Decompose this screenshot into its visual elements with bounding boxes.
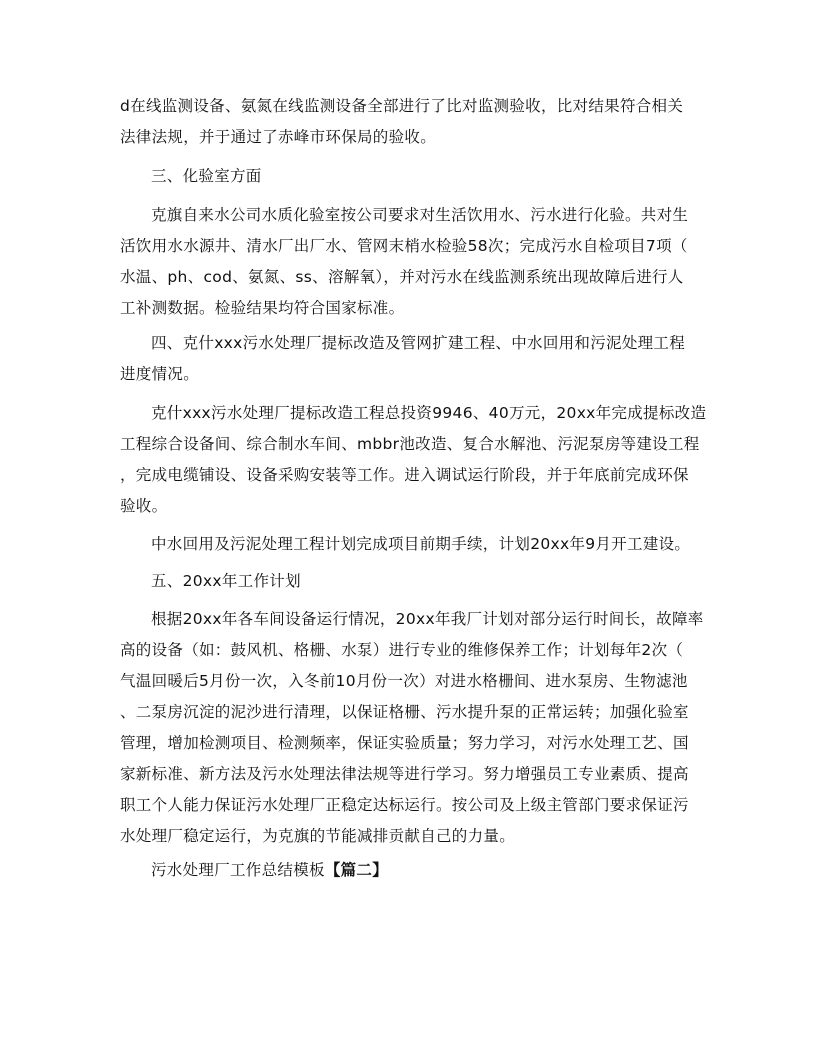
- text-line: 克旗自来水公司水质化验室按公司要求对生活饮用水、污水进行化验。共对生: [151, 206, 689, 224]
- text-line: 验收。: [120, 497, 168, 515]
- section-heading-plan: 五、20xx年工作计划: [151, 572, 301, 590]
- text-line: 家新标准、新方法及污水处理法律法规等进行学习。努力增强员工专业素质、提高: [120, 765, 689, 783]
- text-line: 气温回暖后5月份一次，入冬前10月份一次）对进水格栅间、进水泵房、生物滤池: [120, 672, 688, 690]
- text-line: 高的设备（如：鼓风机、格栅、水泵）进行专业的维修保养工作；计划每年2次（: [120, 641, 684, 659]
- text-line: 职工个人能力保证污水处理厂正稳定达标运行。按公司及上级主管部门要求保证污: [120, 796, 689, 814]
- section-heading-lab: 三、化验室方面: [151, 167, 262, 185]
- text-line: 工补测数据。检验结果均符合国家标准。: [120, 299, 405, 317]
- text-line: 管理，增加检测项目、检测频率，保证实验质量；努力学习，对污水处理工艺、国: [120, 734, 689, 752]
- text-line: 工程综合设备间、综合制水车间、mbbr池改造、复合水解池、污泥泵房等建设工程: [120, 435, 700, 453]
- text-line: 克什xxx污水处理厂提标改造工程总投资9946、40万元，20xx年完成提标改造: [151, 404, 707, 422]
- next-section-title: [151, 855, 388, 886]
- text-line: 根据20xx年各车间设备运行情况，20xx年我厂计划对部分运行时间长，故障率: [151, 610, 704, 628]
- reuse-paragraph: 中水回用及污泥处理工程计划完成项目前期手续，计划20xx年9月开工建设。: [151, 535, 691, 553]
- next-section-title-mark: 【篇二】: [324, 861, 389, 879]
- next-section-title-text: 污水处理厂工作总结模板: [151, 861, 325, 879]
- text-line: ，完成电缆铺设、设备采购安装等工作。进入调试运行阶段，并于年底前完成环保: [120, 466, 689, 484]
- text-line: 水处理厂稳定运行，为克旗的节能减排贡献自己的力量。: [120, 827, 516, 845]
- project-paragraph: [120, 398, 707, 522]
- text-line: 水温、ph、cod、氨氮、ss、溶解氧），并对污水在线监测系统出现故障后进行人: [120, 268, 684, 286]
- plan-paragraph: [120, 604, 702, 852]
- text-line: 进度情况。: [120, 365, 200, 383]
- text-line: 法律法规，并于通过了赤峰市环保局的验收。: [120, 128, 437, 146]
- text-line: 活饮用水水源井、清水厂出厂水、管网末梢水检验58次；完成污水自检项目7项（: [120, 237, 688, 255]
- intro-paragraph: [120, 91, 702, 153]
- lab-paragraph: [120, 200, 702, 324]
- text-line: d在线监测设备、氨氮在线监测设备全部进行了比对监测验收，比对结果符合相关: [120, 97, 684, 115]
- text-line: 、二泵房沉淀的泥沙进行清理，以保证格栅、污水提升泵的正常运转；加强化验室: [120, 703, 689, 721]
- section-heading-project: [120, 328, 702, 390]
- text-line: 四、克什xxx污水处理厂提标改造及管网扩建工程、中水回用和污泥处理工程: [151, 334, 686, 352]
